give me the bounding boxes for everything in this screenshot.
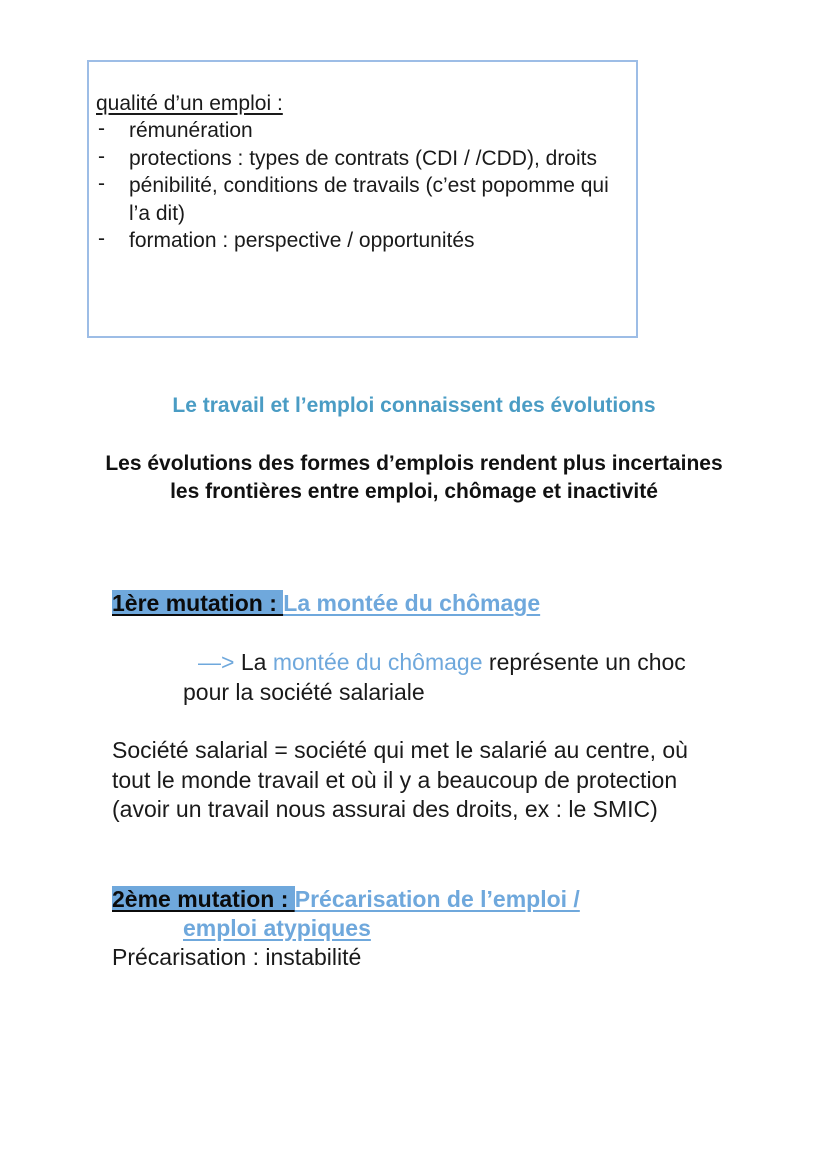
mutation-2-link[interactable]: Précarisation de l’emploi / [294,886,580,912]
explanation-text-before: La [240,649,267,675]
list-item-text: protections : types de contrats (CDI / /CDD), droits [129,146,597,170]
explanation-text-after: représente un choc pour la société salariale [183,649,686,705]
list-dash: - [98,144,105,168]
explanation-highlight: montée du chômage [272,649,483,675]
precarisation-definition: Précarisation : instabilité [112,944,362,970]
box-title: qualité d’un emploi : [96,92,283,115]
section-title: Le travail et l’emploi connaissent des évolutions [172,394,656,417]
societe-salariale-definition: Société salarial = société qui met le salarié au centre, où tout le monde travail et où il y a beaucoup de protection (avoir un travail nous assurai des droits, ex : le SMIC) [112,737,688,822]
mutation-2-heading [112,884,580,914]
mutation-1-explanation [183,647,723,707]
arrow-icon: —> [198,649,235,675]
list-item-text: formation : perspective / opportunités [129,229,475,252]
mutation-1-link[interactable]: La montée du chômage [283,590,541,616]
list-dash: - [98,172,105,195]
mutation-1-heading [112,588,540,618]
quality-list [96,117,616,255]
list-item [96,172,616,227]
list-item [96,145,616,173]
list-item [96,117,616,145]
list-dash: - [98,117,105,140]
list-item-text: rémunération [129,119,253,142]
mutation-2-heading-cont [183,913,371,943]
section-subtitle: Les évolutions des formes d’emplois rendent plus incertaines les frontières entre emploi, chômage et inactivité [105,452,723,503]
mutation-1-label: 1ère mutation : [112,590,284,616]
list-item [96,227,616,255]
mutation-2-link-cont[interactable]: emploi atypiques [183,915,371,941]
list-dash: - [98,227,105,250]
list-item-text: pénibilité, conditions de travails (c’est popomme qui l’a dit) [129,174,609,225]
mutation-2-label: 2ème mutation : [112,886,295,912]
